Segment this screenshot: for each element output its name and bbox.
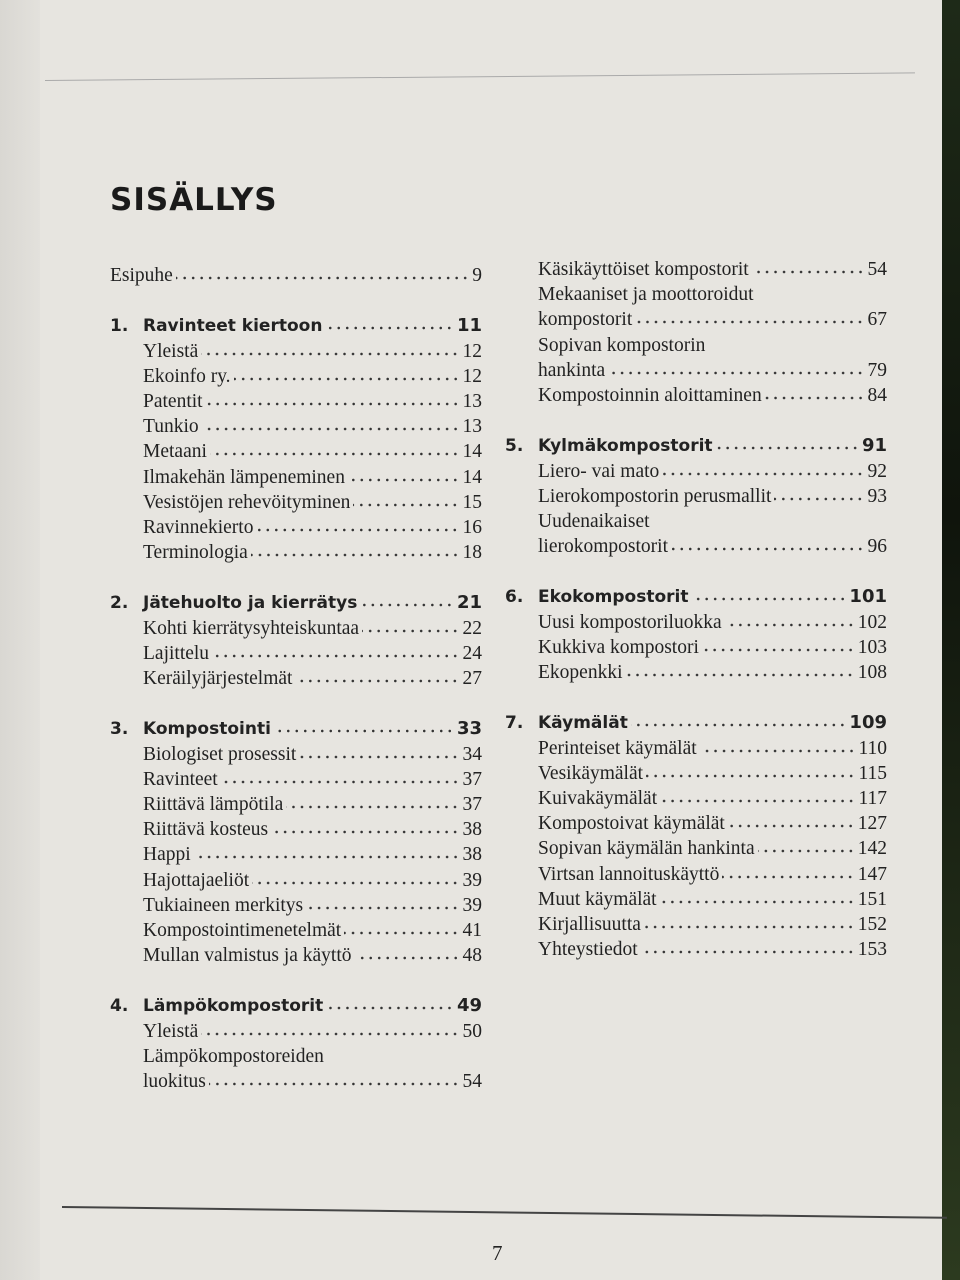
chapter-title: Kylmäkompostorit: [538, 436, 713, 457]
page-ref: 115: [858, 762, 887, 784]
page-ref: 79: [867, 359, 887, 381]
page-ref: 38: [462, 819, 482, 841]
page-ref: 24: [462, 642, 482, 664]
entry-title: Tukiaineen merkitys: [143, 894, 304, 916]
page-ref: 49: [456, 995, 482, 1017]
dot-leader: [326, 1005, 454, 1011]
toc-entry: [110, 893, 482, 918]
entry-title: Biologiset prosessit: [143, 743, 297, 765]
toc-entry: [505, 761, 887, 786]
page-ref: 117: [858, 787, 887, 809]
page-ref: 37: [462, 793, 482, 815]
page-ref: 91: [861, 435, 887, 457]
toc-entry: [505, 862, 887, 887]
dot-leader: [252, 880, 459, 886]
dot-leader: [662, 471, 864, 477]
chapter-title: Kompostointi: [143, 719, 271, 740]
page-ref: 50: [462, 1020, 482, 1042]
page-ref: 147: [857, 863, 887, 885]
toc-entry: [110, 490, 482, 515]
entry-title: Sopivan kompostorin: [538, 334, 706, 356]
toc-entry: [110, 540, 482, 565]
chapter-title: Jätehuolto ja kierrätys: [143, 593, 358, 614]
page-ref: 101: [849, 586, 887, 608]
toc-entry: [110, 339, 482, 364]
page-ref: 21: [456, 592, 482, 614]
dot-leader: [635, 319, 864, 325]
dot-leader: [360, 602, 454, 608]
toc-entry: [110, 767, 482, 792]
page-ref: 109: [849, 712, 887, 734]
page-ref: 127: [857, 813, 887, 835]
entry-title: Kompostoinnin aloittaminen: [538, 384, 762, 406]
entry-title: Metaani: [143, 441, 207, 463]
toc-entry: [505, 887, 887, 912]
page-ref: 38: [462, 844, 482, 866]
toc-left-column: [110, 263, 482, 1094]
page-ref: 96: [867, 536, 887, 558]
dot-leader: [209, 1081, 460, 1087]
page-ref: 54: [867, 259, 887, 280]
page-ref: 39: [462, 869, 482, 891]
page-ref: 67: [867, 309, 887, 331]
bottom-rule: [62, 1206, 947, 1219]
toc-chapter: [505, 710, 887, 735]
entry-title: Ekopenkki: [538, 662, 623, 683]
dot-leader: [765, 395, 865, 401]
dot-leader: [202, 426, 460, 432]
page-ref: 92: [867, 460, 887, 482]
page-ref: 33: [456, 718, 482, 740]
page-ref: 110: [858, 737, 887, 759]
dot-leader: [660, 798, 855, 804]
entry-title: Riittävä lämpötila: [143, 793, 284, 815]
entry-title: Vesistöjen rehevöityminen: [143, 491, 351, 513]
page-number: 7: [492, 1241, 503, 1265]
page-ref: 16: [462, 516, 482, 538]
dot-leader: [344, 930, 459, 936]
section-gap: [505, 685, 887, 710]
entry-title: Lierokompostorin perusmallit: [538, 485, 772, 507]
entry-title: Patentit: [143, 390, 203, 412]
dot-leader: [692, 596, 847, 602]
toc-entry: [110, 817, 482, 842]
section-gap: [505, 559, 887, 584]
page-ref: 13: [462, 390, 482, 412]
dot-leader: [353, 502, 459, 508]
chapter-number: 2.: [110, 593, 129, 614]
chapter-number: 5.: [505, 436, 524, 457]
page-ref: 93: [867, 485, 887, 507]
dot-leader: [286, 804, 459, 810]
entry-title-cont: luokitus: [143, 1071, 206, 1092]
dot-leader: [194, 854, 460, 860]
dot-leader: [660, 899, 855, 905]
dot-leader: [716, 445, 859, 451]
entry-title: Ravinnekierto: [143, 516, 254, 538]
page-ref: 15: [462, 491, 482, 513]
toc-entry: [110, 1019, 482, 1044]
dot-leader: [752, 269, 865, 275]
toc-entry: [110, 439, 482, 464]
dot-leader: [725, 622, 855, 628]
page-ref: 102: [857, 611, 887, 633]
entry-title: Kohti kierrätysyhteiskuntaa: [143, 617, 360, 639]
page-ref: 103: [857, 636, 887, 658]
dot-leader: [221, 779, 460, 785]
entry-title: Yleistä: [143, 340, 199, 362]
toc-entry: [110, 943, 482, 968]
dot-leader: [201, 1031, 459, 1037]
toc-entry: [110, 263, 482, 288]
section-gap: [110, 691, 482, 716]
toc-entry: [505, 660, 887, 685]
dot-leader: [631, 722, 847, 728]
entry-title: Happi: [143, 844, 191, 866]
dot-leader: [348, 477, 460, 483]
dot-leader: [646, 773, 855, 779]
toc-entry: [110, 1044, 482, 1069]
toc-entry: [505, 736, 887, 761]
toc-entry: [110, 364, 482, 389]
toc-chapter: [110, 590, 482, 615]
page-ref: 13: [462, 416, 482, 438]
entry-title: Hajottajaeliöt: [143, 869, 250, 891]
chapter-title: Lämpökompostorit: [143, 996, 324, 1017]
chapter-number: 1.: [110, 316, 129, 337]
dot-leader: [774, 496, 864, 502]
toc-entry: [110, 1069, 482, 1094]
entry-title: Kukkiva kompostori: [538, 636, 699, 658]
entry-title-cont: lierokompostorit: [538, 536, 668, 558]
dot-leader: [210, 451, 460, 457]
toc-entry: [505, 610, 887, 635]
chapter-number: 6.: [505, 587, 524, 608]
entry-title: Käsikäyttöiset kompostorit: [538, 259, 749, 280]
toc-entry: [505, 307, 887, 332]
chapter-title: Ekokompostorit: [538, 587, 689, 608]
page-ref: 12: [462, 340, 482, 362]
dot-leader: [256, 527, 459, 533]
toc-entry: [110, 641, 482, 666]
entry-title: Kompostointimenetelmät: [143, 919, 342, 941]
page-ref: 84: [867, 384, 887, 406]
entry-title: Uusi kompostoriluokka: [538, 611, 722, 633]
page-ref: 108: [857, 662, 887, 683]
toc-entry: [505, 786, 887, 811]
dot-leader: [251, 552, 460, 558]
page-ref: 54: [462, 1071, 482, 1092]
entry-title: Kirjallisuutta: [538, 913, 641, 935]
toc-chapter: [505, 584, 887, 609]
toc-entry: [505, 383, 887, 408]
dot-leader: [700, 748, 856, 754]
toc-entry: [110, 842, 482, 867]
page-ref: 22: [462, 617, 482, 639]
page-ref: 11: [456, 315, 482, 337]
toc-entry: [505, 509, 887, 534]
entry-title: Ravinteet: [143, 768, 218, 790]
page-ref: 18: [462, 542, 482, 564]
toc-entry: [505, 534, 887, 559]
section-gap: [110, 565, 482, 590]
page-ref: 14: [462, 466, 482, 488]
dot-leader: [644, 924, 855, 930]
entry-title: Perinteiset käymälät: [538, 737, 697, 759]
entry-title: Yhteystiedot: [538, 939, 638, 961]
entry-title-cont: hankinta: [538, 359, 606, 381]
page-title: SISÄLLYS: [110, 182, 278, 218]
toc-chapter: [110, 993, 482, 1018]
dot-leader: [234, 376, 460, 382]
dot-leader: [608, 370, 864, 376]
page-ref: 12: [462, 365, 482, 387]
toc-entry: [505, 333, 887, 358]
toc-entry: [505, 937, 887, 962]
entry-title: Terminologia: [143, 542, 248, 564]
page-ref: 39: [462, 894, 482, 916]
toc-chapter: [110, 716, 482, 741]
entry-title: Kompostoivat käymälät: [538, 813, 725, 835]
entry-title: Yleistä: [143, 1020, 199, 1042]
dot-leader: [362, 628, 459, 634]
entry-title: Liero- vai mato: [538, 460, 660, 482]
toc-entry: [505, 912, 887, 937]
dot-leader: [299, 754, 459, 760]
dot-leader: [295, 678, 459, 684]
section-gap: [505, 408, 887, 433]
page-ref: 9: [472, 265, 482, 286]
dot-leader: [722, 874, 854, 880]
toc-entry: [505, 484, 887, 509]
entry-title: Vesikäymälät: [538, 762, 644, 784]
dot-leader: [641, 949, 855, 955]
chapter-title: Käymälät: [538, 713, 628, 734]
entry-title: Mullan valmistus ja käyttö: [143, 945, 352, 967]
entry-title: Kuivakäymälät: [538, 787, 658, 809]
entry-title: Ilmakehän lämpeneminen: [143, 466, 345, 488]
dot-leader: [212, 653, 459, 659]
dot-leader: [355, 955, 460, 961]
page-ref: 151: [857, 888, 887, 910]
chapter-title: Ravinteet kiertoon: [143, 316, 323, 337]
page-ref: 27: [462, 668, 482, 689]
entry-title: Riittävä kosteus: [143, 819, 269, 841]
entry-title: Esipuhe: [110, 265, 173, 286]
section-gap: [110, 968, 482, 993]
page-ref: 37: [462, 768, 482, 790]
dot-leader: [625, 672, 854, 678]
toc-entry: [505, 836, 887, 861]
entry-title: Ekoinfo ry.: [143, 365, 231, 387]
chapter-number: 4.: [110, 996, 129, 1017]
toc-chapter: [505, 433, 887, 458]
toc-entry: [110, 666, 482, 691]
toc-entry: [110, 792, 482, 817]
top-rule: [45, 72, 915, 81]
page-ref: 153: [857, 939, 887, 961]
section-gap: [110, 288, 482, 313]
toc-entry: [110, 389, 482, 414]
chapter-number: 3.: [110, 719, 129, 740]
chapter-number: 7.: [505, 713, 524, 734]
dot-leader: [671, 546, 865, 552]
entry-title: Mekaaniset ja moottoroidut: [538, 284, 754, 306]
page-ref: 142: [857, 838, 887, 860]
dot-leader: [201, 351, 459, 357]
entry-title: Tunkio: [143, 416, 199, 438]
entry-title-cont: kompostorit: [538, 309, 633, 331]
left-page-edge: [0, 0, 40, 1280]
toc-entry: [505, 282, 887, 307]
page-ref: 48: [462, 945, 482, 967]
toc-entry: [110, 465, 482, 490]
toc-entry: [110, 918, 482, 943]
toc-entry: [110, 742, 482, 767]
dot-leader: [702, 647, 855, 653]
toc-entry: [505, 459, 887, 484]
dot-leader: [325, 325, 453, 331]
dot-leader: [728, 823, 855, 829]
toc-entry: [110, 515, 482, 540]
toc-right-column: [505, 257, 887, 962]
entry-title: Muut käymälät: [538, 888, 657, 910]
page-ref: 34: [462, 743, 482, 765]
toc-chapter: [110, 313, 482, 338]
toc-entry: [110, 868, 482, 893]
page-ref: 14: [462, 441, 482, 463]
background-edge: [942, 0, 960, 1280]
toc-entry: [505, 358, 887, 383]
entry-title: Uudenaikaiset: [538, 510, 650, 532]
dot-leader: [176, 275, 469, 281]
entry-title: Sopivan käymälän hankinta: [538, 838, 755, 860]
entry-title: Keräilyjärjestelmät: [143, 668, 293, 689]
toc-entry: [505, 811, 887, 836]
toc-entry: [505, 257, 887, 282]
dot-leader: [274, 728, 454, 734]
entry-title: Lajittelu: [143, 642, 210, 664]
toc-entry: [505, 635, 887, 660]
dot-leader: [758, 848, 855, 854]
toc-entry: [110, 414, 482, 439]
dot-leader: [306, 905, 459, 911]
dot-leader: [206, 401, 460, 407]
page-ref: 152: [857, 913, 887, 935]
entry-title: Virtsan lannoituskäyttö: [538, 863, 720, 885]
dot-leader: [271, 829, 459, 835]
page-ref: 41: [462, 919, 482, 941]
entry-title: Lämpökompostoreiden: [143, 1045, 324, 1067]
toc-entry: [110, 616, 482, 641]
